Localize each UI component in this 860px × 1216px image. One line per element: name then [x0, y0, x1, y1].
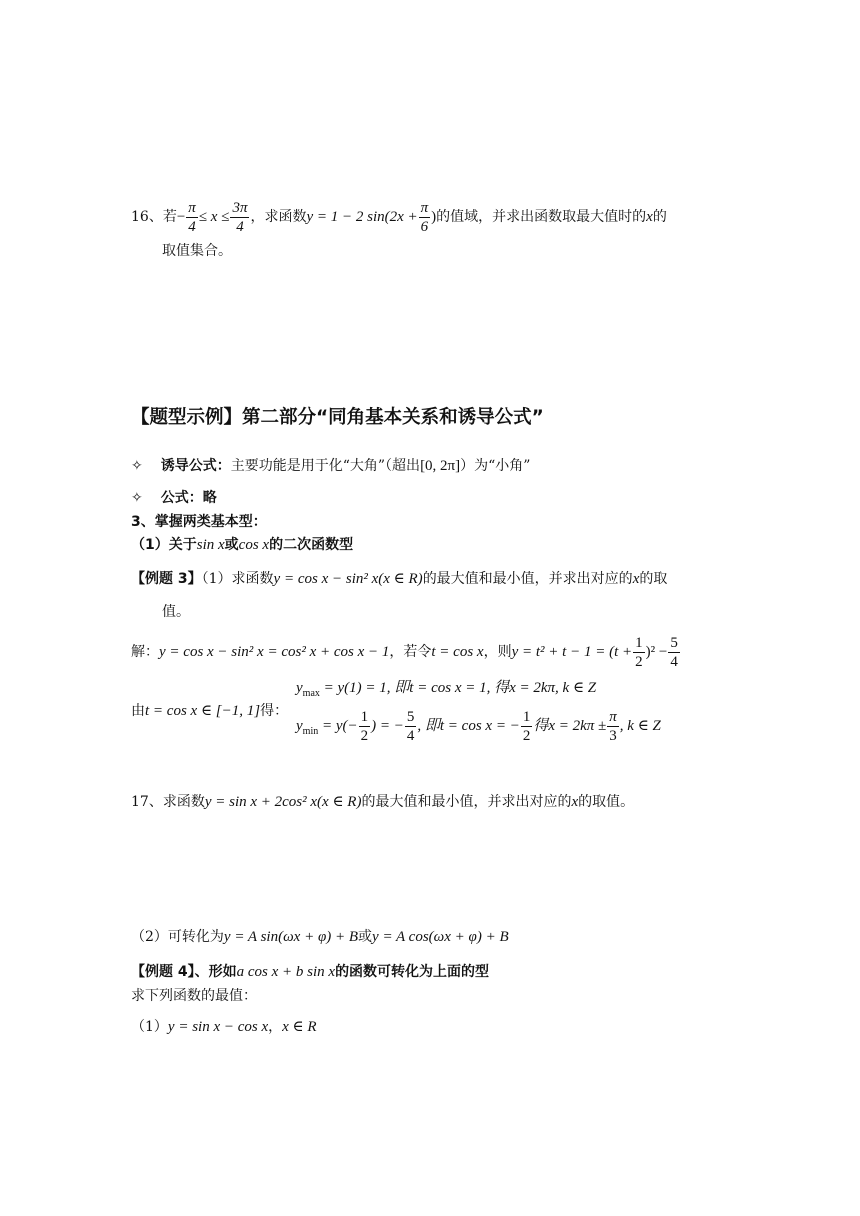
- ymin-part-c: , 即t = cos x = −: [417, 718, 520, 734]
- example-3-line2: 值。: [162, 604, 190, 620]
- item3-1-cosx: cos x: [238, 537, 270, 553]
- q16-text2: 的值域，并求出函数取最大值时的: [436, 209, 647, 225]
- ymin-part-e: , k ∈ Z: [619, 718, 661, 734]
- q17-text2: 的最大值和最小值，并求出对应的: [361, 794, 572, 810]
- solution-frac-num: 1: [635, 634, 643, 651]
- solution-frac2-num: 5: [670, 634, 678, 651]
- item3-1-or: 或: [224, 537, 239, 553]
- item3-1-suffix: 的二次函数型: [269, 537, 354, 553]
- bullet1-label: 诱导公式：: [160, 458, 231, 474]
- ymin-part-a: = y(−: [321, 718, 358, 734]
- ymin-frac-pi-3: [607, 708, 619, 745]
- ymin-y: y: [296, 718, 303, 734]
- q17-text: 17、求函数: [131, 794, 205, 810]
- ymin-part-b: ) = −: [371, 718, 404, 734]
- q16-close-paren: ): [431, 209, 437, 225]
- ymin-frac2-num: 5: [406, 709, 415, 726]
- bullet1-interval: [0, 2π]: [420, 458, 461, 474]
- example4-1-comma: ，: [268, 1019, 283, 1035]
- item-3-1: [131, 535, 353, 555]
- example3-label: 【例题 3】: [131, 571, 202, 587]
- solution-frac-half: [633, 634, 645, 671]
- solution-frac-5-4: [668, 634, 680, 671]
- q16-x: x: [646, 209, 653, 225]
- solution-eq1: y = cos x − sin² x = cos² x + cos x − 1: [159, 644, 390, 660]
- range-condition-expr: t = cos x ∈ [−1, 1]: [145, 703, 261, 719]
- item3-1-prefix: （1）关于: [131, 537, 197, 553]
- q16-inequality: ≤ x ≤: [198, 209, 230, 225]
- item3-2-or: 或: [358, 929, 373, 945]
- section-title: 【题型示例】第二部分“同角基本关系和诱导公式”: [131, 407, 544, 428]
- item-3-2: [131, 927, 509, 947]
- q16-text1: ，求函数: [250, 209, 307, 225]
- example4-1-number: （1）: [131, 1019, 168, 1035]
- ymin-frac-5-4: [405, 708, 417, 745]
- solution-frac2-den: 4: [670, 653, 678, 670]
- example-3-line1: [131, 569, 667, 589]
- ymax-y: y: [296, 680, 303, 696]
- q16-frac-3pi-4: [230, 199, 249, 236]
- q17-text3: 的取值。: [578, 794, 635, 810]
- ymax-rest: = y(1) = 1, 即t = cos x = 1, 得x = 2kπ, k ∈ Z: [323, 680, 597, 696]
- item-3: 3、掌握两类基本型：: [131, 514, 267, 530]
- item3-1-sinx: sin x: [196, 537, 225, 553]
- q16-frac3-num: π: [420, 199, 429, 216]
- ymin-line: [296, 704, 661, 748]
- q16-frac2-den: 4: [236, 218, 244, 235]
- q16-frac-den: 4: [188, 218, 196, 235]
- ymax-line: [296, 678, 596, 698]
- q16-minus: −: [176, 209, 186, 225]
- ymin-part-d: 得x = 2kπ ±: [533, 718, 607, 734]
- q16-text3: 的: [652, 209, 667, 225]
- example4-expression: a cos x + b sin x: [236, 964, 336, 980]
- q16-frac-num: π: [188, 199, 196, 216]
- q16-frac-pi-4: [186, 199, 198, 236]
- solution-frac-den: 2: [635, 653, 643, 670]
- solution-eq2: y = t² + t − 1 = (t +: [511, 644, 633, 660]
- example-4-heading: [131, 962, 489, 982]
- bullet-formula: [131, 488, 217, 508]
- item3-2-text: （2）可转化为: [131, 929, 224, 945]
- ymin-frac-half: [359, 708, 371, 745]
- question-16-line1: [131, 194, 667, 240]
- example4-1-domain: x ∈ R: [282, 1019, 317, 1035]
- ymin-frac2-den: 4: [406, 728, 415, 745]
- q17-x: x: [571, 794, 579, 810]
- solution-square: )² −: [645, 644, 668, 660]
- solution-substitution: t = cos x: [431, 644, 484, 660]
- example4-label: 【例题 4】、形如: [131, 964, 237, 980]
- example-4-line2: 求下列函数的最值：: [131, 988, 257, 1004]
- example3-text2: 的最大值和最小值，并求出对应的: [422, 571, 633, 587]
- bullet1-text2: ）为“小角”: [460, 458, 531, 474]
- bullet-induction-formula: [131, 456, 530, 476]
- ymin-frac4-num: π: [609, 709, 617, 726]
- question-16-line2: 取值集合。: [162, 243, 232, 259]
- diamond-bullet-icon: ✧: [131, 490, 143, 506]
- solution-text2: ，则: [483, 644, 512, 660]
- q16-number: 16、若: [131, 209, 177, 225]
- q16-frac-pi-6: [419, 199, 431, 236]
- diamond-bullet-icon: ✧: [131, 458, 143, 474]
- range-condition: [131, 701, 288, 721]
- q16-frac3-den: 6: [420, 218, 429, 235]
- example4-text: 的函数可转化为上面的型: [335, 964, 490, 980]
- ymin-frac3-num: 1: [522, 709, 531, 726]
- ymin-frac-den: 2: [360, 728, 369, 745]
- item3-2-formula1: y = A sin(ωx + φ) + B: [223, 929, 359, 945]
- example4-1-function: y = sin x − cos x: [167, 1019, 269, 1035]
- ymin-frac3-den: 2: [522, 728, 531, 745]
- ymin-frac4-den: 3: [609, 728, 617, 745]
- example-4-part1: [131, 1017, 317, 1037]
- ymax-subscript: max: [302, 688, 320, 699]
- ymin-frac-num: 1: [360, 709, 369, 726]
- q17-function: y = sin x + 2cos² x(x ∈ R): [204, 794, 362, 810]
- ymin-frac-half-2: [521, 708, 533, 745]
- question-17: [131, 792, 634, 812]
- example3-text: （1）求函数: [201, 571, 274, 587]
- solution-label: 解：: [131, 644, 159, 660]
- example3-text3: 的取: [639, 571, 668, 587]
- q16-frac2-num: 3π: [232, 199, 248, 216]
- item3-2-formula2: y = A cos(ωx + φ) + B: [372, 929, 509, 945]
- range-text: 由: [131, 703, 145, 719]
- q16-function: y = 1 − 2 sin(2x +: [306, 209, 418, 225]
- solution-line: [131, 630, 681, 674]
- ymin-subscript: min: [302, 726, 319, 737]
- example3-x: x: [632, 571, 640, 587]
- range-de: 得：: [260, 703, 289, 719]
- bullet2-label: 公式：略: [160, 490, 217, 506]
- bullet1-text: 主要功能是用于化“大角”（超出: [230, 458, 421, 474]
- solution-text1: ，若令: [389, 644, 432, 660]
- example3-function: y = cos x − sin² x(x ∈ R): [273, 571, 423, 587]
